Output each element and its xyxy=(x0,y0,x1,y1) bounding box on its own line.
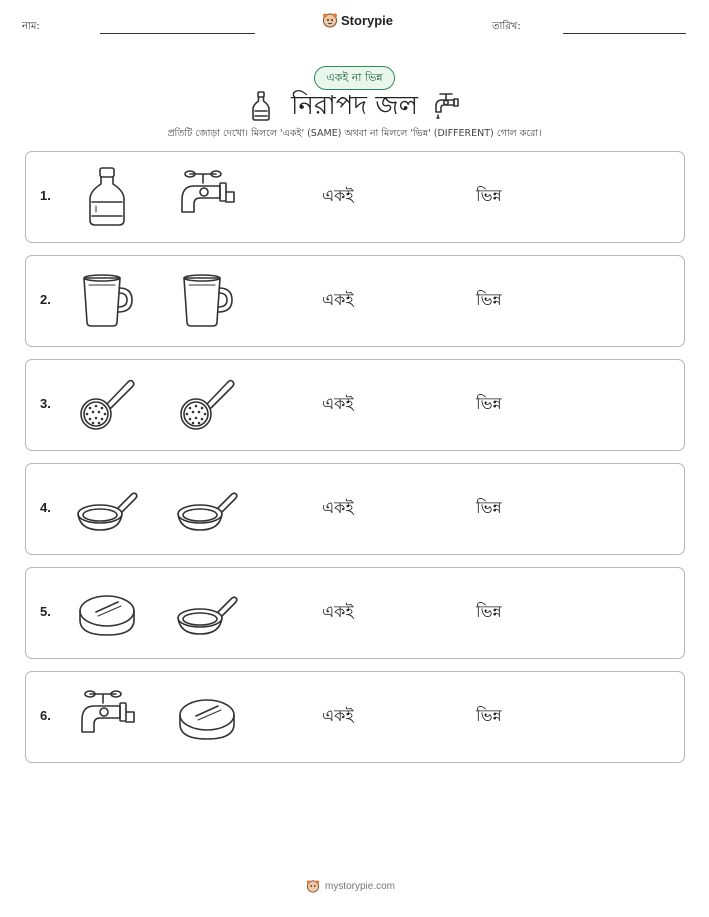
row-number: 3. xyxy=(40,396,51,411)
row-number: 4. xyxy=(40,500,51,515)
date-line[interactable] xyxy=(563,33,686,34)
question-row xyxy=(25,359,685,451)
footer xyxy=(306,879,395,893)
option-different[interactable]: ভিন্ন xyxy=(476,498,502,517)
option-same[interactable]: একই xyxy=(322,394,354,413)
faucet-icon xyxy=(76,686,138,748)
option-different[interactable]: ভিন্ন xyxy=(476,394,502,413)
row-number: 5. xyxy=(40,604,51,619)
faucet-icon xyxy=(432,90,462,120)
option-different[interactable]: ভিন্ন xyxy=(476,290,502,309)
worksheet-badge: একই না ভিন্ন xyxy=(314,66,395,90)
option-same[interactable]: একই xyxy=(322,186,354,205)
brand-logo xyxy=(322,12,393,28)
mug-icon xyxy=(176,270,238,332)
name-label: নাম: xyxy=(22,21,40,32)
option-same[interactable]: একই xyxy=(322,706,354,725)
row-number: 6. xyxy=(40,708,51,723)
question-row xyxy=(25,151,685,243)
date-label: তারিখ: xyxy=(492,21,521,32)
option-same[interactable]: একই xyxy=(322,290,354,309)
pan-icon xyxy=(76,478,138,540)
page-title: নিরাপদ জল xyxy=(290,91,418,121)
row-number: 1. xyxy=(40,188,51,203)
question-row xyxy=(25,255,685,347)
mascot-icon xyxy=(306,879,320,893)
bottle-icon xyxy=(76,166,138,228)
option-same[interactable]: একই xyxy=(322,602,354,621)
option-different[interactable]: ভিন্ন xyxy=(476,706,502,725)
strainer-icon xyxy=(176,374,238,436)
option-different[interactable]: ভিন্ন xyxy=(476,186,502,205)
mug-icon xyxy=(76,270,138,332)
lid-icon xyxy=(76,582,138,644)
option-different[interactable]: ভিন্ন xyxy=(476,602,502,621)
strainer-icon xyxy=(76,374,138,436)
instructions: প্রতিটি জোড়া দেখো। মিললে 'একই' (SAME) অথবা না মিললে 'ভিন্ন' (DIFFERENT) গোল করো। xyxy=(167,128,542,139)
pan-icon xyxy=(176,478,238,540)
pan-icon xyxy=(176,582,238,644)
bottle-icon xyxy=(251,90,271,122)
question-row xyxy=(25,567,685,659)
question-row xyxy=(25,463,685,555)
option-same[interactable]: একই xyxy=(322,498,354,517)
lid-icon xyxy=(176,686,238,748)
brand-name: Storypie xyxy=(341,12,394,28)
row-number: 2. xyxy=(40,292,51,307)
faucet-icon xyxy=(176,166,238,228)
name-line[interactable] xyxy=(100,33,255,34)
title-row xyxy=(0,90,709,124)
mascot-icon xyxy=(322,12,338,28)
question-row xyxy=(25,671,685,763)
footer-url[interactable]: mystorypie.com xyxy=(325,880,396,892)
